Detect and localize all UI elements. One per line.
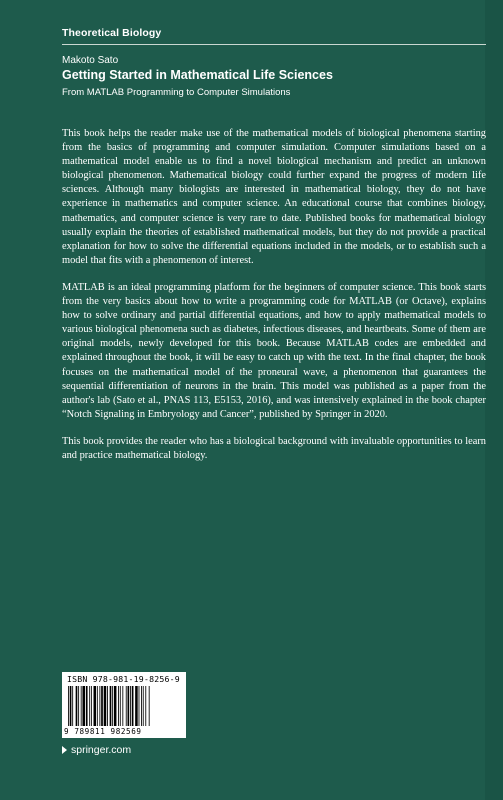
barcode-bar <box>114 686 117 726</box>
barcode-bar <box>81 686 82 726</box>
barcode-bar <box>110 686 112 726</box>
header-divider <box>62 44 486 45</box>
barcode-bar <box>68 686 69 726</box>
barcode-bar <box>128 686 130 726</box>
barcode-bar <box>135 686 138 726</box>
barcode-bar <box>118 686 119 726</box>
barcode-bar <box>78 686 79 726</box>
barcode-icon <box>66 686 182 726</box>
arrow-right-icon <box>62 746 67 754</box>
book-subtitle: From MATLAB Programming to Computer Simulations <box>62 87 291 98</box>
blurb-paragraph: MATLAB is an ideal programming platform for the beginners of computer science. This book starts from the very basics about how to write a programming code for MATLAB (or Octave), explains how to solve ordinary and partial differential equations, and how to apply mathematical models to various biological phenomena such as diabetes, infectious diseases, and heartbeats. Some of them are original models, newly developed for this book. Because MATLAB codes are embedded and explained throughout the book, it will be easy to catch up with the text. In the final chapter, the book focuses on the mathematical model of the proneural wave, a phenomenon that guarantees the sequential differentiation of neurons in the brain. This model was published as a paper from the author's lab (Sato et al., PNAS 113, E5153, 2016), and was intensively explained in the book chapter “Notch Signaling in Embryology and Cancer”, published by Springer in 2020. <box>62 281 486 420</box>
barcode-bar <box>97 686 98 726</box>
book-title: Getting Started in Mathematical Life Sciences <box>62 68 333 82</box>
publisher-link[interactable] <box>62 743 131 757</box>
barcode-bar <box>82 686 85 726</box>
barcode-bar <box>99 686 100 726</box>
barcode-bar <box>104 686 107 726</box>
barcode-bar <box>122 686 123 726</box>
barcode-bar <box>72 686 73 726</box>
blurb-paragraph: This book helps the reader make use of the mathematical models of biological phenomena starting from the basics of programming and computer simulation. Computer simulations based on a mathematical model enable us to find a novel biological mechanism and predict an unknown biological phenomenon. Mathematical biology could further expand the progress of modern life sciences. Although many biologists are interested in mathematical biology, they do not have experience in mathematics and computer science. An educational course that combines biology, mathematics, and computer science is very rare to date. Published books for mathematical biology usually explain the theories of established mathematical models, but they do not provide a practical explanation for how to solve the differential equations included in the models, or to establish such a model that fits with a phenomenon of interest. <box>62 128 486 266</box>
isbn-barcode <box>62 672 186 738</box>
barcode-bar <box>139 686 140 726</box>
blurb-paragraph: This book provides the reader who has a biological background with invaluable opportunities to learn and practice mathematical biology. <box>62 435 486 461</box>
barcode-bar <box>107 686 108 726</box>
barcode-bar <box>149 686 150 726</box>
barcode-bar <box>145 686 146 726</box>
barcode-bar <box>141 686 142 726</box>
author-name: Makoto Sato <box>62 55 119 66</box>
publisher-url: springer.com <box>71 744 132 756</box>
barcode-bar <box>70 686 72 726</box>
barcode-bar <box>143 686 144 726</box>
isbn-label: ISBN 978-981-19-8256-9 <box>67 674 180 684</box>
barcode-bar <box>120 686 121 726</box>
barcode-bar <box>76 686 78 726</box>
barcode-bar <box>86 686 88 726</box>
blurb <box>62 127 486 476</box>
barcode-bar <box>130 686 131 726</box>
series-name: Theoretical Biology <box>62 27 162 39</box>
spine-edge <box>485 0 503 800</box>
barcode-bar <box>112 686 113 726</box>
barcode-bar <box>126 686 127 726</box>
barcode-bar <box>91 686 92 726</box>
barcode-bar <box>89 686 90 726</box>
barcode-bar <box>132 686 134 726</box>
barcode-bar <box>101 686 103 726</box>
barcode-bar <box>94 686 97 726</box>
barcode-digits: 9 789811 982569 <box>64 727 142 736</box>
